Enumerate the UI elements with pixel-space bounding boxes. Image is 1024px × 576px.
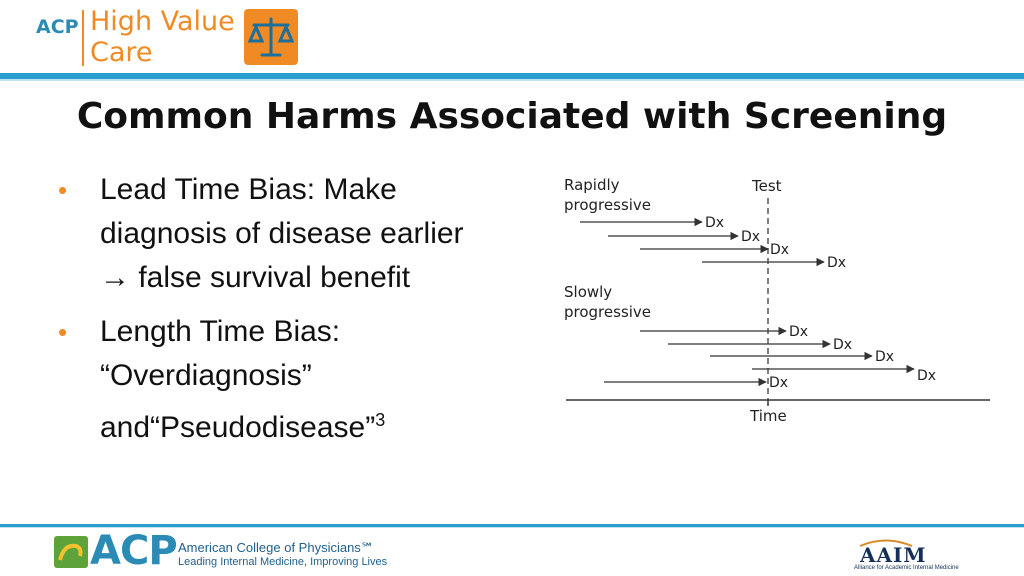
- bullet-dot-icon: •: [58, 317, 68, 347]
- rapid-label-line2: progressive: [564, 196, 652, 214]
- high-value-care-logo-text: High Value Care: [90, 6, 235, 68]
- bullet-list: [56, 168, 476, 460]
- dx-label: Dx: [741, 229, 761, 245]
- slow-label-line1: Slowly: [564, 283, 613, 301]
- footer-tagline: Leading Internal Medicine, Improving Lives: [178, 556, 388, 568]
- dx-label: Dx: [875, 349, 895, 365]
- scale-icon: [244, 9, 298, 65]
- footer-acp-logo-text: ACP: [90, 528, 177, 574]
- footer-org-name: American College of Physicians℠: [178, 540, 375, 555]
- bullet-item: [56, 168, 476, 300]
- bullet-item: [56, 310, 476, 450]
- slide-header: [0, 0, 1024, 80]
- bullet-text: Length Time Bias: “Overdiagnosis” and“Pseudodisease”: [100, 315, 376, 444]
- citation-superscript: 3: [375, 410, 386, 430]
- test-label: Test: [752, 177, 782, 195]
- dx-label: Dx: [770, 242, 790, 258]
- rapid-label-line1: Rapidly: [564, 176, 620, 194]
- dx-label: Dx: [917, 368, 937, 384]
- time-label: Time: [750, 407, 787, 425]
- dx-label: Dx: [705, 215, 725, 231]
- aaim-logo-text: AAIM: [860, 543, 927, 567]
- dx-label: Dx: [833, 337, 853, 353]
- dx-label: Dx: [769, 375, 789, 391]
- bullet-dot-icon: •: [58, 175, 68, 205]
- bullet-text: Lead Time Bias: Make diagnosis of disease earlier → false survival benefit: [100, 173, 464, 294]
- acp-emblem-icon: [54, 536, 88, 568]
- aaim-subtitle: Alliance for Academic Internal Medicine: [854, 565, 959, 571]
- logo-divider: [82, 10, 84, 66]
- acp-logo-text: ACP: [36, 16, 79, 38]
- lead-length-time-diagram: [556, 168, 1000, 438]
- dx-label: Dx: [827, 255, 847, 271]
- dx-label: Dx: [789, 324, 809, 340]
- slow-label-line2: progressive: [564, 303, 652, 321]
- header-rule-light: [0, 79, 1024, 81]
- slide-title: Common Harms Associated with Screening: [76, 96, 948, 137]
